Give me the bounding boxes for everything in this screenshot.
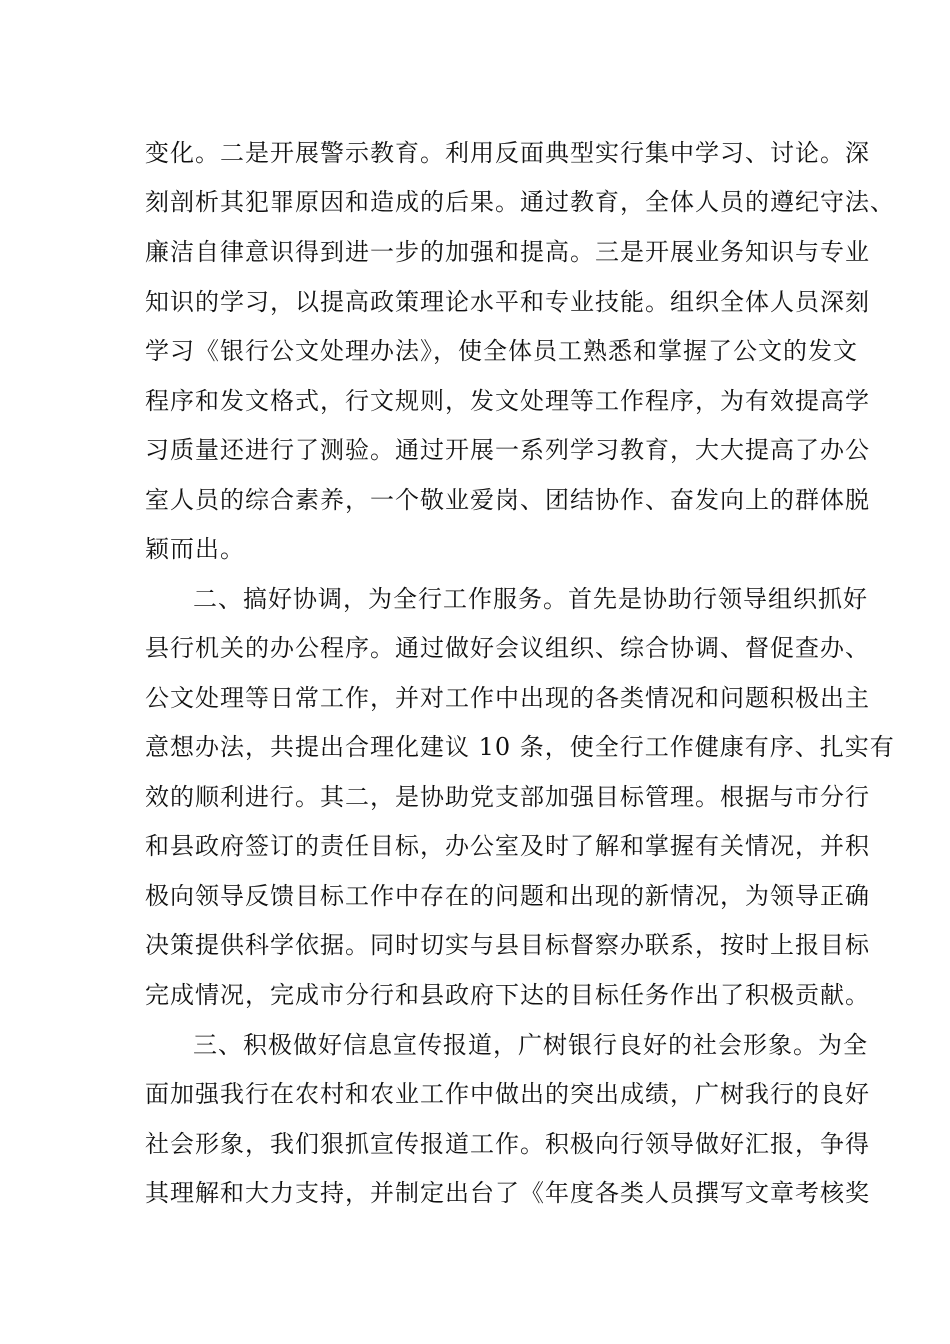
- text-line: 县行机关的办公程序。通过做好会议组织、综合协调、督促查办、: [145, 634, 870, 662]
- text-line: 知识的学习，以提高政策理论水平和专业技能。组织全体人员深刻: [145, 288, 870, 316]
- text-line: 决策提供科学依据。同时切实与县目标督察办联系，按时上报目标: [145, 931, 870, 959]
- text-line: 完成情况，完成市分行和县政府下达的目标任务作出了积极贡献。: [145, 981, 870, 1009]
- text-line: 公文处理等日常工作，并对工作中出现的各类情况和问题积极出主: [145, 684, 870, 712]
- text-line: 面加强我行在农村和农业工作中做出的突出成绩，广树我行的良好: [145, 1080, 870, 1108]
- text-line: 效的顺利进行。其二，是协助党支部加强目标管理。根据与市分行: [145, 783, 870, 811]
- text-line: 社会形象，我们狠抓宣传报道工作。积极向行领导做好汇报，争得: [145, 1130, 870, 1158]
- text-line: 学习《银行公文处理办法》，使全体员工熟悉和掌握了公文的发文: [145, 337, 858, 365]
- text-line: 颖而出。: [145, 535, 245, 563]
- text-line: 其理解和大力支持，并制定出台了《年度各类人员撰写文章考核奖: [145, 1179, 870, 1207]
- text-line: 程序和发文格式，行文规则，发文处理等工作程序，为有效提高学: [145, 387, 870, 415]
- text-line: 习质量还进行了测验。通过开展一系列学习教育，大大提高了办公: [145, 436, 870, 464]
- text-line: 和县政府签订的责任目标，办公室及时了解和掌握有关情况，并积: [145, 832, 870, 860]
- text-line: 刻剖析其犯罪原因和造成的后果。通过教育，全体人员的遵纪守法、: [145, 188, 895, 216]
- text-line: 极向领导反馈目标工作中存在的问题和出现的新情况，为领导正确: [145, 882, 870, 910]
- text-line: 意想办法，共提出合理化建议 10 条，使全行工作健康有序、扎实有: [145, 733, 895, 761]
- text-line: 室人员的综合素养，一个敬业爱岗、团结协作、奋发向上的群体脱: [145, 486, 870, 514]
- text-line: 廉洁自律意识得到进一步的加强和提高。三是开展业务知识与专业: [145, 238, 870, 266]
- paragraph-start-line: 三、积极做好信息宣传报道，广树银行良好的社会形象。为全: [193, 1031, 868, 1059]
- paragraph-start-line: 二、搞好协调，为全行工作服务。首先是协助行领导组织抓好: [193, 585, 868, 613]
- text-line: 变化。二是开展警示教育。利用反面典型实行集中学习、讨论。深: [145, 139, 870, 167]
